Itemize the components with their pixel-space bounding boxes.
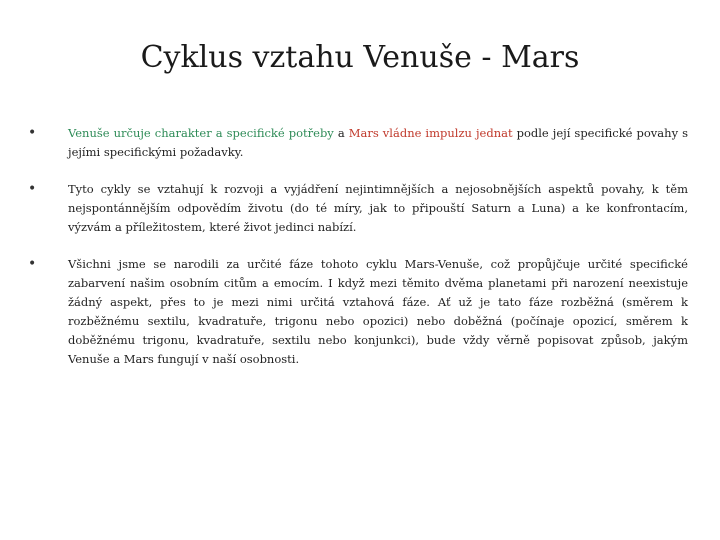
bullet-item-1	[28, 124, 688, 162]
page-title: Cyklus vztahu Venuše - Mars	[140, 40, 580, 75]
bullet-list	[28, 124, 688, 387]
bullet-text: Tyto cykly se vztahují k rozvoji a vyjádření nejintimnějších a nejosobnějších aspektů povahy, k těm nejspontánnějším odpovědím životu (do té míry, jak to připouští Saturn a Luna) a ke konfrontacím, výzvám a příležitostem, které život jedinci nabízí.	[68, 182, 688, 234]
bullet-dot-icon: •	[28, 125, 37, 141]
bullet-dot-icon: •	[28, 256, 37, 272]
bullet-dot-icon: •	[28, 181, 37, 197]
bullet-item-2	[28, 180, 688, 237]
bullet-text: Všichni jsme se narodili za určité fáze tohoto cyklu Mars-Venuše, což propůjčuje určité specifické zabarvení našim osobním citům a emocím. I když mezi těmito dvěma planetami při narození neexistuje žádný aspekt, přes to je mezi nimi určitá vztahová fáze. Ať už je tato fáze rozběžná (směrem k rozběžnému sextilu, kvadratuře, trigonu nebo opozici) nebo doběžná (počínaje opozicí, směrem k doběžnému trigonu, kvadratuře, sextilu nebo konjunkci), bude vždy věrně popisovat způsob, jakým Venuše a Mars fungují v naší osobnosti.	[68, 257, 688, 366]
mars-phrase: Mars vládne impulzu jednat	[348, 126, 513, 140]
bullet-item-3	[28, 255, 688, 369]
venus-phrase: Venuše určuje charakter a specifické potřeby	[68, 126, 334, 140]
connector-text: a	[333, 126, 349, 140]
bullet-rest-text: podle její specifické povahy s jejími specifickými požadavky.	[68, 126, 688, 159]
